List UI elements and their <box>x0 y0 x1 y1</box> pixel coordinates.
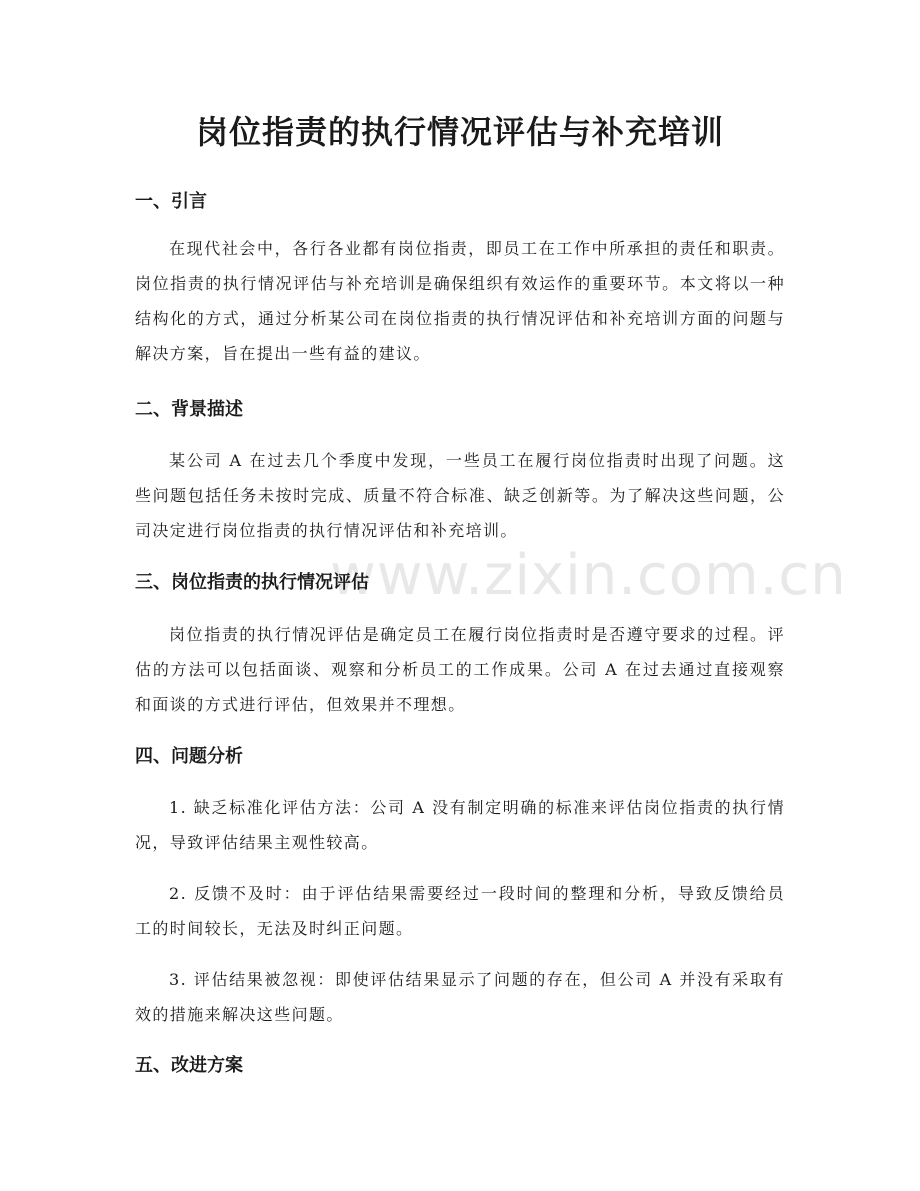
evaluation-paragraph: 岗位指责的执行情况评估是确定员工在履行岗位指责时是否遵守要求的过程。评估的方法可以包括面谈、观察和分析员工的工作成果。公司 A 在过去通过直接观察和面谈的方式进行评估，但效果并不理想。 <box>135 625 785 714</box>
document-title: 岗位指责的执行情况评估与补充培训 <box>195 113 724 151</box>
section-heading-evaluation: 三、岗位指责的执行情况评估 <box>135 572 369 593</box>
analysis-item-1: 1. 缺乏标准化评估方法：公司 A 没有制定明确的标准来评估岗位指责的执行情况，导致评估结果主观性较高。 <box>135 798 785 852</box>
intro-paragraph: 在现代社会中，各行各业都有岗位指责，即员工在工作中所承担的责任和职责。岗位指责的执行情况评估与补充培训是确保组织有效运作的重要环节。本文将以一种结构化的方式，通过分析某公司在岗位指责的执行情况评估和补充培训方面的问题与解决方案，旨在提出一些有益的建议。 <box>135 239 785 363</box>
section-heading-analysis: 四、问题分析 <box>135 746 243 767</box>
section-heading-intro: 一、引言 <box>135 191 207 212</box>
watermark: www.zixin.com.cn <box>330 543 847 608</box>
analysis-item-2: 2. 反馈不及时：由于评估结果需要经过一段时间的整理和分析，导致反馈给员工的时间较长，无法及时纠正问题。 <box>135 884 785 938</box>
background-paragraph: 某公司 A 在过去几个季度中发现，一些员工在履行岗位指责时出现了问题。这些问题包括任务未按时完成、质量不符合标准、缺乏创新等。为了解决这些问题，公司决定进行岗位指责的执行情况评估和补充培训。 <box>135 451 785 540</box>
section-heading-background: 二、背景描述 <box>135 399 243 420</box>
section-heading-improvement: 五、改进方案 <box>135 1055 243 1076</box>
analysis-item-3: 3. 评估结果被忽视：即使评估结果显示了问题的存在，但公司 A 并没有采取有效的措施来解决这些问题。 <box>135 970 785 1024</box>
